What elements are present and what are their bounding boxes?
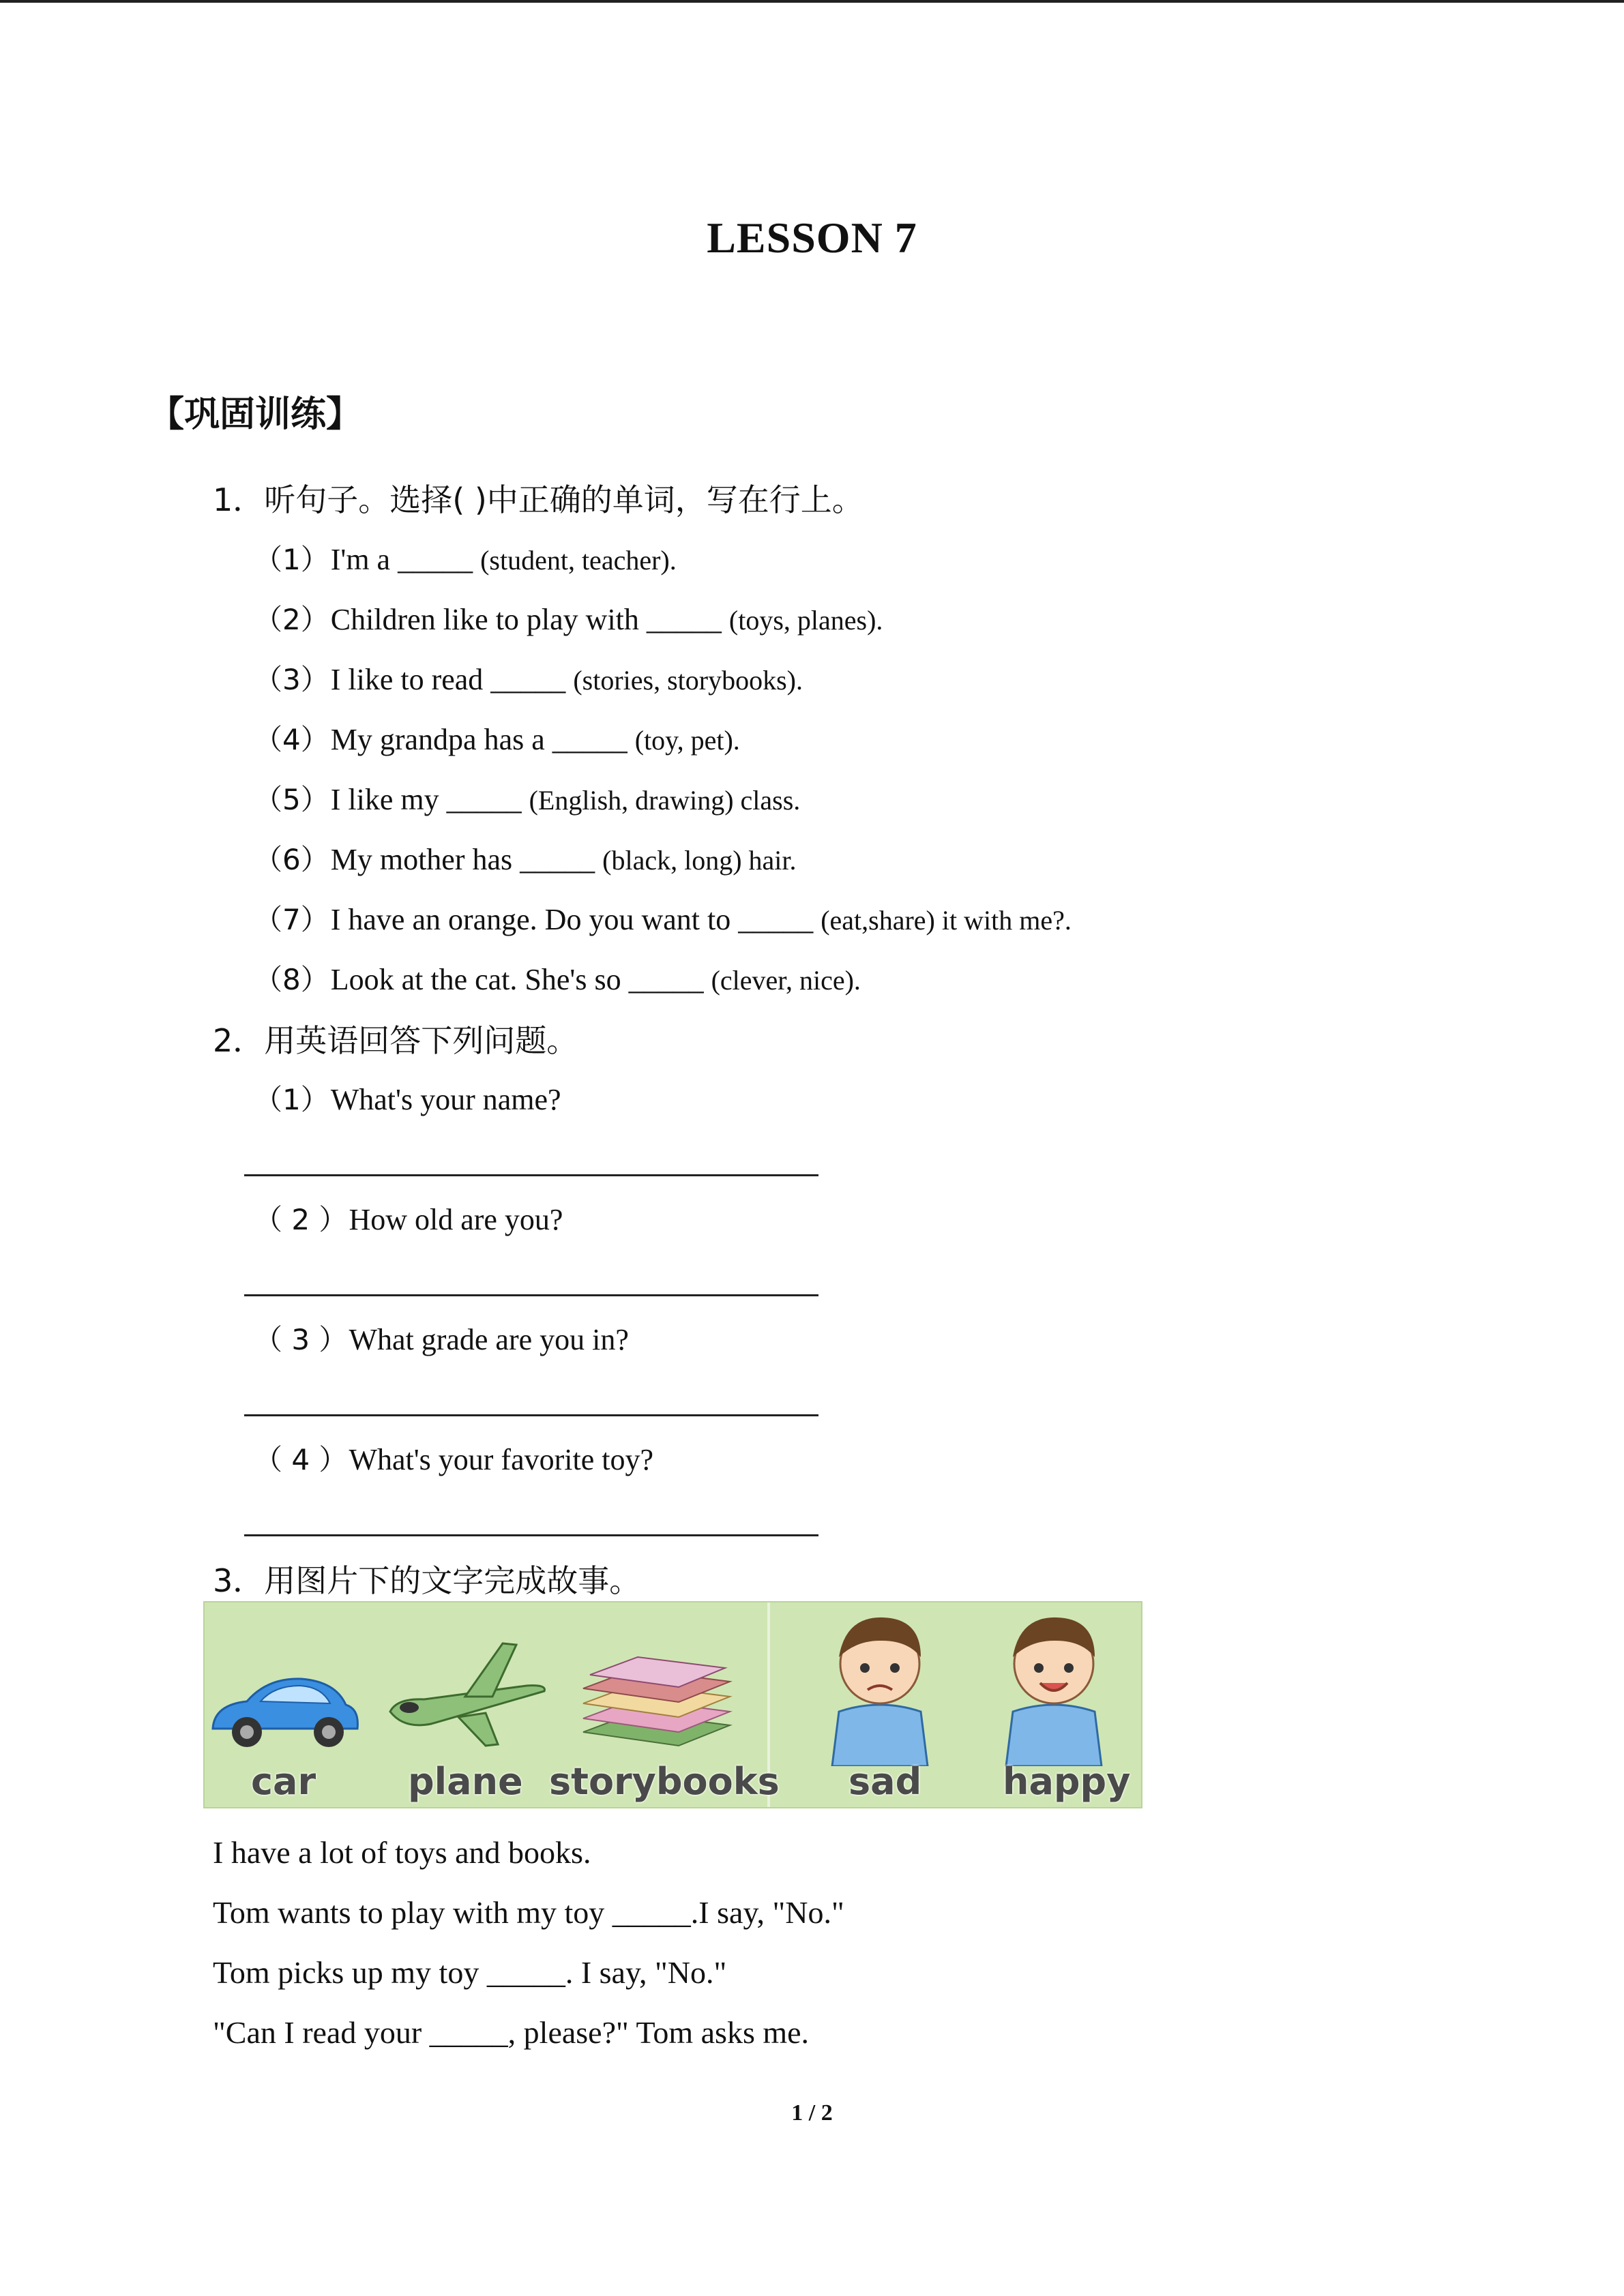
- q2-item: [254, 1317, 629, 1358]
- q1-item: [254, 597, 883, 638]
- q1-item: [254, 897, 1072, 938]
- page-top-border: [0, 0, 1624, 3]
- item-number: （2）: [254, 603, 329, 636]
- section-heading: 【巩固训练】: [149, 394, 362, 435]
- item-number: （3）: [254, 663, 329, 696]
- sad-boy-icon: [818, 1602, 941, 1766]
- item-text: My grandpa has a _____: [330, 723, 635, 756]
- item-number: （7）: [254, 903, 329, 936]
- item-text: I like my _____: [330, 783, 529, 816]
- label-storybooks: storybooks: [549, 1760, 780, 1803]
- item-hint: (toy, pet).: [634, 725, 740, 756]
- q2-item: [254, 1077, 561, 1118]
- item-text: I like to read _____: [330, 663, 574, 696]
- q1-item: [254, 717, 740, 758]
- item-text: My mother has _____: [330, 843, 603, 876]
- q2-item: [254, 1197, 563, 1238]
- picture-strip: [203, 1601, 1142, 1808]
- item-number: （4）: [254, 723, 329, 756]
- item-hint: (stories, storybooks).: [573, 665, 803, 696]
- item-hint: (eat,share) it with me?.: [821, 905, 1072, 936]
- question-1-heading: 1．听句子。选择( )中正确的单词，写在行上。: [213, 481, 863, 518]
- story-line: "Can I read your _____, please?" Tom asks me.: [213, 2015, 810, 2050]
- item-number: （6）: [254, 843, 329, 876]
- label-happy: happy: [1003, 1760, 1131, 1803]
- q1-item: [254, 837, 797, 878]
- answer-line[interactable]: [244, 1174, 818, 1176]
- happy-boy-icon: [992, 1602, 1115, 1766]
- item-hint: (English, drawing) class.: [529, 785, 801, 816]
- label-car: car: [251, 1760, 316, 1803]
- item-number: （ 3 ）: [254, 1323, 348, 1356]
- answer-line[interactable]: [244, 1414, 818, 1416]
- item-number: （1）: [254, 1083, 329, 1116]
- label-sad: sad: [848, 1760, 922, 1803]
- q1-item: [254, 777, 800, 818]
- q1-item: [254, 657, 803, 698]
- item-text: Look at the cat. She's so _____: [330, 963, 711, 996]
- answer-line[interactable]: [244, 1534, 818, 1536]
- page-number: 1 / 2: [791, 2100, 833, 2126]
- q1-item: [254, 957, 861, 998]
- question-2-heading: 2．用英语回答下列问题。: [213, 1022, 578, 1059]
- item-text: What's your name?: [330, 1083, 561, 1116]
- answer-line[interactable]: [244, 1294, 818, 1296]
- item-text: I have an orange. Do you want to _____: [330, 903, 821, 936]
- car-icon: [206, 1664, 363, 1753]
- storybooks-icon: [570, 1650, 740, 1753]
- story-line: I have a lot of toys and books.: [213, 1835, 591, 1870]
- item-hint: (student, teacher).: [480, 545, 677, 576]
- item-text: What grade are you in?: [349, 1323, 629, 1356]
- q1-item: [254, 537, 677, 578]
- item-text: What's your favorite toy?: [349, 1443, 653, 1476]
- item-number: （ 4 ）: [254, 1443, 348, 1476]
- item-text: I'm a _____: [330, 543, 481, 576]
- item-number: （8）: [254, 963, 329, 996]
- story-line: Tom picks up my toy _____. I say, "No.": [213, 1955, 727, 1990]
- item-hint: (clever, nice).: [711, 965, 861, 996]
- item-number: （5）: [254, 783, 329, 816]
- label-plane: plane: [408, 1760, 523, 1803]
- item-hint: (black, long) hair.: [602, 845, 797, 876]
- item-hint: (toys, planes).: [728, 605, 883, 636]
- story-line: Tom wants to play with my toy _____.I say, "No.": [213, 1895, 844, 1930]
- item-text: Children like to play with _____: [330, 603, 729, 636]
- question-3-heading: 3．用图片下的文字完成故事。: [213, 1562, 641, 1599]
- q2-item: [254, 1437, 653, 1478]
- page-title: LESSON 7: [707, 213, 917, 262]
- plane-icon: [383, 1637, 554, 1753]
- item-text: How old are you?: [349, 1203, 563, 1236]
- item-number: （1）: [254, 543, 329, 576]
- item-number: （ 2 ）: [254, 1203, 348, 1236]
